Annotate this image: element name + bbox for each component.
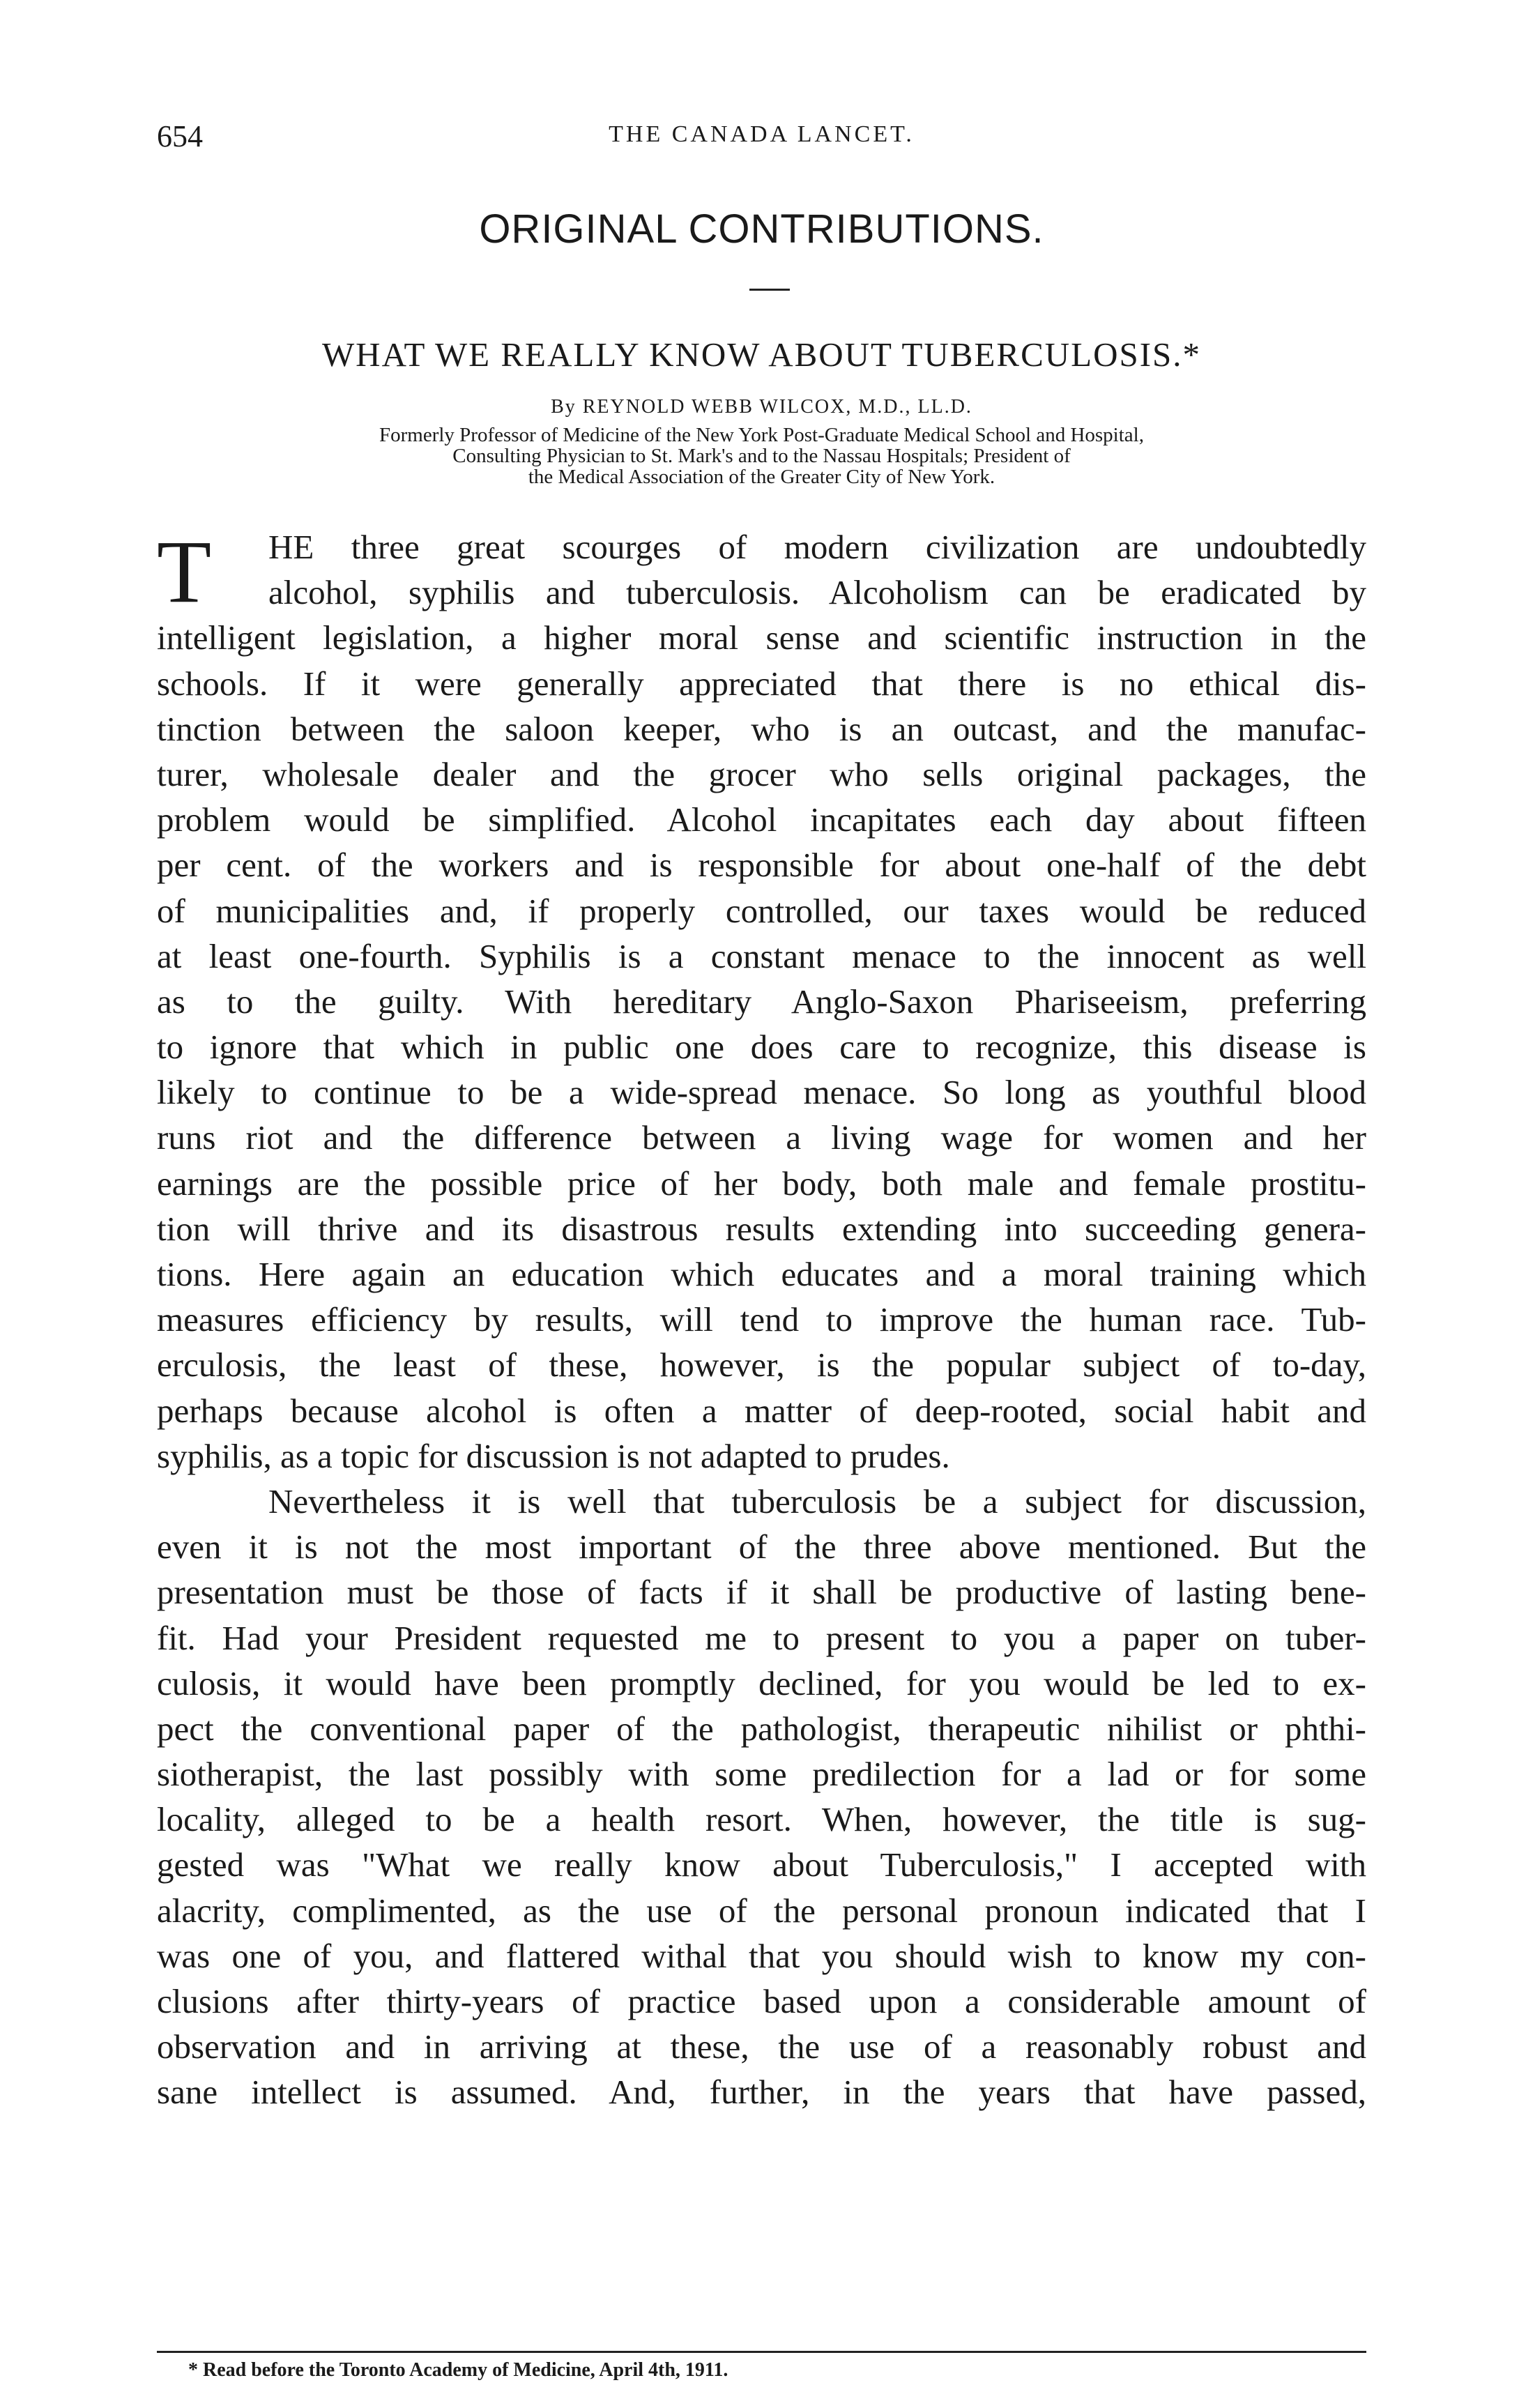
text-line: turer, wholesale dealer and the grocer who sells original packages, the <box>157 754 1366 793</box>
text-line: tinction between the saloon keeper, who is an outcast, and the manufac- <box>157 709 1366 748</box>
text-line: pect the conventional paper of the pathologist, therapeutic nihilist or phthi- <box>157 1709 1366 1748</box>
page-header <box>157 119 1366 160</box>
footnote: * Read before the Toronto Academy of Medicine, April 4th, 1911. <box>188 2359 728 2381</box>
text-line: syphilis, as a topic for discussion is not adapted to prudes. <box>157 1436 950 1475</box>
article-body <box>157 524 1366 2115</box>
text-line: alcohol, syphilis and tuberculosis. Alcoholism can be eradicated by <box>268 573 1366 612</box>
running-head: THE CANADA LANCET. <box>609 121 915 147</box>
text-line: as to the guilty. With hereditary Anglo-Saxon Phariseeism, preferring <box>157 982 1366 1021</box>
text-line: HE three great scourges of modern civilization are undoubtedly <box>268 528 1366 566</box>
footnote-rule <box>157 2351 1366 2353</box>
text-line: clusions after thirty-years of practice based upon a considerable amount of <box>157 1982 1366 2020</box>
drop-cap: T <box>157 522 212 621</box>
text-line: sane intellect is assumed. And, further, in the years that have passed, <box>157 2073 1366 2112</box>
text-line: of municipalities and, if properly controlled, our taxes would be reduced <box>157 891 1366 930</box>
text-line: at least one-fourth. Syphilis is a constant menace to the innocent as well <box>157 936 1366 975</box>
text-line: problem would be simplified. Alcohol incapitates each day about fifteen <box>157 800 1366 839</box>
text-line: presentation must be those of facts if it shall be productive of lasting bene- <box>157 1573 1366 1612</box>
text-line: Nevertheless it is well that tuberculosis be a subject for discussion, <box>268 1481 1366 1521</box>
text-line: observation and in arriving at these, the use of a reasonably robust and <box>157 2027 1366 2066</box>
title-rule <box>749 289 790 291</box>
text-line: locality, alleged to be a health resort. When, however, the title is sug- <box>157 1800 1366 1839</box>
author-byline: By REYNOLD WEBB WILCOX, M.D., LL.D. <box>551 396 972 418</box>
text-line: measures efficiency by results, will tend to improve the human race. Tub- <box>157 1300 1366 1339</box>
page-number: 654 <box>157 119 203 153</box>
text-line: schools. If it were generally appreciated that there is no ethical dis- <box>157 664 1366 703</box>
section-title: ORIGINAL CONTRIBUTIONS. <box>479 206 1044 252</box>
text-line: earnings are the possible price of her body, both male and female prostitu- <box>157 1164 1366 1203</box>
author-affiliation: the Medical Association of the Greater City of New York. <box>528 466 995 488</box>
text-line: siotherapist, the last possibly with some predilection for a lad or for some <box>157 1755 1366 1794</box>
text-line: intelligent legislation, a higher moral sense and scientific instruction in the <box>157 618 1366 657</box>
author-affiliation: Consulting Physician to St. Mark's and to the Nassau Hospitals; President of <box>452 445 1071 467</box>
article-title: WHAT WE REALLY KNOW ABOUT TUBERCULOSIS.* <box>321 335 1202 374</box>
text-line: fit. Had your President requested me to present to you a paper on tuber- <box>157 1618 1366 1657</box>
text-line: perhaps because alcohol is often a matter of deep-rooted, social habit and <box>157 1391 1366 1430</box>
text-line: gested was "What we really know about Tuberculosis," I accepted with <box>157 1845 1366 1884</box>
text-line: erculosis, the least of these, however, is the popular subject of to-day, <box>157 1346 1366 1385</box>
text-line: alacrity, complimented, as the use of the personal pronoun indicated that I <box>157 1891 1366 1930</box>
text-line: culosis, it would have been promptly declined, for you would be led to ex- <box>157 1663 1366 1702</box>
text-line: even it is not the most important of the three above mentioned. But the <box>157 1527 1366 1567</box>
author-affiliation: Formerly Professor of Medicine of the New York Post-Graduate Medical School and Hospital, <box>379 424 1144 446</box>
text-line: tions. Here again an education which educates and a moral training which <box>157 1255 1366 1293</box>
text-line: tion will thrive and its disastrous results extending into succeeding genera- <box>157 1209 1366 1248</box>
text-line: was one of you, and flattered withal that you should wish to know my con- <box>157 1936 1366 1975</box>
text-line: to ignore that which in public one does care to recognize, this disease is <box>157 1028 1366 1067</box>
text-line: likely to continue to be a wide-spread menace. So long as youthful blood <box>157 1073 1366 1112</box>
text-line: per cent. of the workers and is responsible for about one-half of the debt <box>157 846 1366 885</box>
text-line: runs riot and the difference between a living wage for women and her <box>157 1118 1366 1157</box>
